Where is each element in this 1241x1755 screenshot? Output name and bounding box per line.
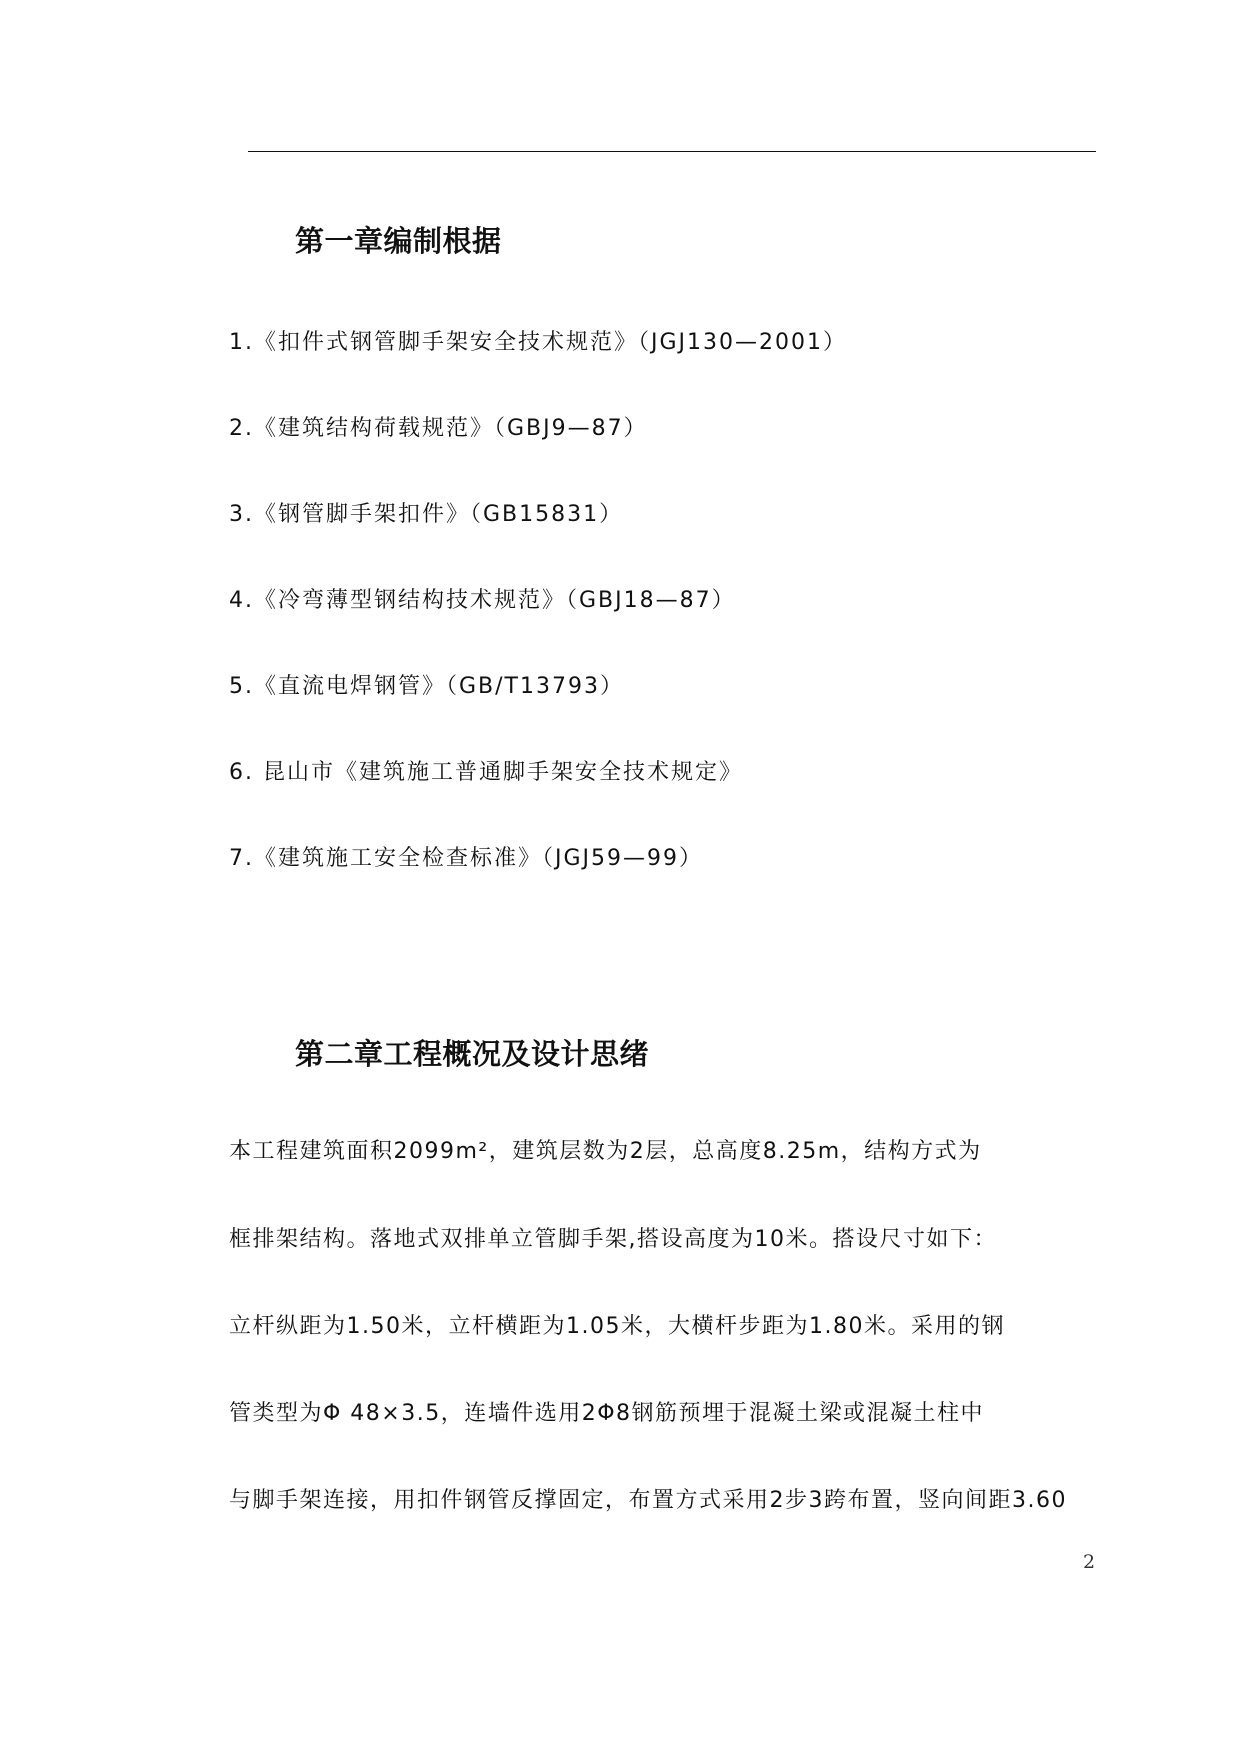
reference-item-2: 2.《建筑结构荷载规范》（GBJ9—87） xyxy=(229,416,648,441)
reference-item-1: 1.《扣件式钢管脚手架安全技术规范》（JGJ130—2001） xyxy=(229,330,847,355)
body-line-5: 与脚手架连接，用扣件钢管反撑固定，布置方式采用2步3跨布置，竖向间距3.60 xyxy=(229,1488,1067,1513)
body-line-4: 管类型为Φ 48×3.5，连墙件选用2Φ8钢筋预埋于混凝土梁或混凝土柱中 xyxy=(229,1401,985,1426)
reference-item-4: 4.《冷弯薄型钢结构技术规范》（GBJ18—87） xyxy=(229,588,736,613)
header-rule xyxy=(248,151,1096,152)
body-line-3: 立杆纵距为1.50米，立杆横距为1.05米，大横杆步距为1.80米。采用的钢 xyxy=(229,1314,1005,1339)
page-number: 2 xyxy=(1083,1551,1096,1573)
chapter-2-title: 第二章工程概况及设计思绪 xyxy=(295,1037,650,1071)
reference-item-5: 5.《直流电焊钢管》（GB/T13793） xyxy=(229,674,624,699)
body-line-2: 框排架结构。落地式双排单立管脚手架,搭设高度为10米。搭设尺寸如下： xyxy=(229,1227,997,1252)
reference-item-7: 7.《建筑施工安全检查标准》（JGJ59—99） xyxy=(229,846,704,871)
chapter-1-title: 第一章编制根据 xyxy=(295,224,502,258)
reference-item-6: 6. 昆山市《建筑施工普通脚手架安全技术规定》 xyxy=(229,760,743,785)
body-line-1: 本工程建筑面积2099m²，建筑层数为2层，总高度8.25m，结构方式为 xyxy=(229,1139,982,1164)
reference-item-3: 3.《钢管脚手架扣件》（GB15831） xyxy=(229,502,624,527)
